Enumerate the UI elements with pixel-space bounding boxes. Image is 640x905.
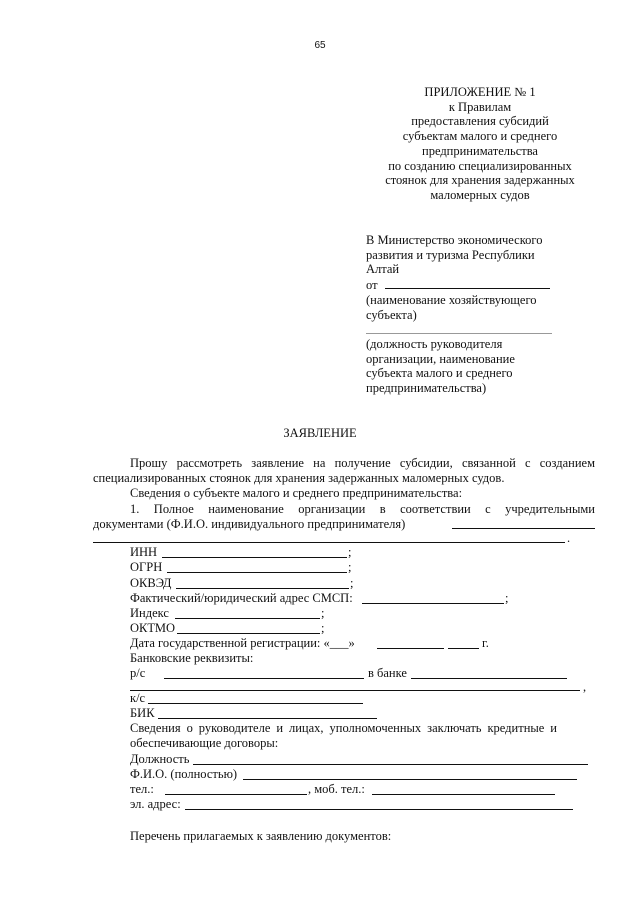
appendix-line: к Правилам — [448, 99, 512, 114]
item1-blank-2[interactable] — [93, 542, 565, 543]
appendix-line: ПРИЛОЖЕНИЕ № 1 — [424, 85, 536, 99]
reg-date-blank[interactable] — [377, 648, 444, 649]
from-label: от — [366, 278, 378, 293]
position-label: Должность — [130, 752, 190, 766]
appendix-line: предоставления субсидий — [411, 114, 549, 129]
bank-blank[interactable] — [411, 678, 567, 679]
comma: , — [583, 680, 587, 694]
addressee-line: Алтай — [366, 262, 400, 277]
inn-label: ИНН — [130, 545, 158, 559]
entity-note: (наименование хозяйствующего — [366, 292, 537, 307]
position-note-line: организации, наименование — [366, 351, 515, 366]
position-note-line: (должность руководителя — [366, 337, 503, 351]
index-blank[interactable] — [175, 618, 320, 619]
bank-details-label: Банковские реквизиты: — [130, 651, 254, 665]
okved-blank[interactable] — [176, 588, 349, 589]
position-note — [366, 337, 515, 396]
ks-label: к/с — [130, 691, 146, 705]
appendix-header — [360, 85, 600, 203]
address-label: Фактический/юридический адрес СМСП: — [130, 591, 353, 605]
docs-list-heading: Перечень прилагаемых к заявлению документов: — [130, 829, 392, 843]
rs-label: р/с — [130, 666, 146, 680]
ogrn-label: ОГРН — [130, 560, 163, 574]
request-line: Прошу рассмотреть заявление на получение субсидии, связанной с созданием — [130, 456, 595, 470]
fio-label: Ф.И.О. (полностью) — [130, 767, 238, 781]
oktmo-label: ОКТМО — [130, 621, 175, 635]
semicolon: ; — [350, 576, 354, 590]
from-line — [366, 277, 550, 293]
addressee-block — [366, 233, 550, 322]
item1-line: документами (Ф.И.О. индивидуального предпринимателя) — [93, 517, 406, 531]
appendix-line: субъектам малого и среднего — [402, 129, 558, 144]
semicolon: ; — [505, 591, 509, 605]
ogrn-blank[interactable] — [167, 572, 347, 573]
persons-line: Сведения о руководителе и лицах, уполномоченных заключать кредитные и — [130, 721, 557, 735]
appendix-line: маломерных судов — [430, 187, 530, 202]
bik-blank[interactable] — [158, 718, 377, 719]
appendix-line: стоянок для хранения задержанных — [385, 173, 575, 188]
semicolon: ; — [321, 606, 325, 620]
item1-line: 1. Полное наименование организации в соответствии с учредительными — [130, 502, 595, 516]
semicolon: ; — [348, 560, 352, 574]
email-blank[interactable] — [185, 809, 573, 810]
reg-date-label: Дата государственной регистрации: «___» — [130, 636, 355, 650]
bank-blank-2[interactable] — [130, 690, 580, 691]
in-bank-label: в банке — [368, 666, 407, 680]
position-blank[interactable] — [366, 333, 552, 334]
reg-year-blank[interactable] — [448, 648, 479, 649]
phone-blank[interactable] — [165, 794, 307, 795]
rs-blank[interactable] — [164, 678, 364, 679]
index-label: Индекс — [130, 606, 169, 620]
phone-label: тел.: — [130, 782, 154, 796]
item1-blank[interactable] — [452, 528, 595, 529]
from-blank[interactable] — [385, 277, 550, 289]
period: . — [567, 531, 571, 545]
address-blank[interactable] — [362, 603, 504, 604]
persons-line: обеспечивающие договоры: — [130, 736, 279, 750]
addressee-line: В Министерство экономического — [366, 233, 543, 247]
email-label: эл. адрес: — [130, 797, 181, 811]
fio-blank[interactable] — [243, 779, 577, 780]
mobile-label: , моб. тел.: — [308, 782, 365, 796]
semicolon: ; — [348, 545, 352, 559]
appendix-line: предпринимательства — [422, 143, 538, 158]
inn-blank[interactable] — [162, 557, 347, 558]
mobile-blank[interactable] — [372, 794, 555, 795]
addressee-line: развития и туризма Республики — [366, 247, 535, 262]
position-field-blank[interactable] — [193, 764, 588, 765]
oktmo-blank[interactable] — [177, 633, 320, 634]
position-note-line: субъекта малого и среднего — [366, 366, 513, 381]
reg-date-suffix: г. — [482, 636, 489, 650]
okved-label: ОКВЭД — [130, 576, 172, 590]
bik-label: БИК — [130, 706, 155, 720]
semicolon: ; — [321, 621, 325, 635]
position-note-line: предпринимательства) — [366, 381, 487, 396]
info-heading: Сведения о субъекте малого и среднего предпринимательства: — [130, 486, 463, 500]
page-number: 65 — [314, 40, 326, 51]
request-line: специализированных стоянок для хранения задержанных маломерных судов. — [93, 471, 505, 485]
document-title: ЗАЯВЛЕНИЕ — [283, 426, 357, 440]
entity-note: субъекта) — [366, 307, 417, 322]
appendix-line: по созданию специализированных — [388, 158, 572, 173]
ks-blank[interactable] — [148, 703, 363, 704]
